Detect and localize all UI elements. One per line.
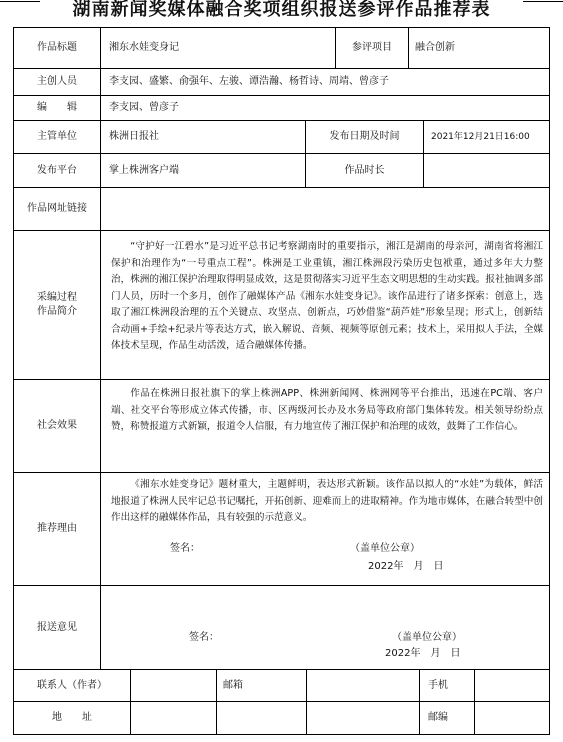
postcode-label: 邮编 [428,712,448,723]
contact-person-label: 联系人（作者） [37,679,107,691]
submission-seal-note: （盖单位公章） [392,632,462,643]
reason-signature-label: 签名： [170,543,200,554]
phone-label: 手机 [428,679,448,691]
social-effect-text: 作品在株洲日报社旗下的掌上株洲APP、株洲新闻网、株洲网等平台推出，迅速在PC端、客户端、社交平台等形成立体式传播，市、区两级河长办及水务局等政府部门集体转发。相关领导纷纷点赞，称赞报道方式新颖，报道令人信服，有力地宣传了湘江保护和治理的成效，鼓舞了工作信心。 [111,388,543,432]
process-label-line2: 作品简介 [37,306,77,317]
column-divider [474,669,475,734]
creators-label: 主创人员 [37,76,77,87]
entry-item-label: 参评项目 [352,42,392,53]
reason-seal-note: （盖单位公章） [350,543,420,554]
work-title-value: 湘东水娃变身记 [109,42,179,53]
publish-platform-label: 发布平台 [37,164,77,176]
editors-value: 李支园、曾彦子 [109,102,179,113]
form-title: 湖南新闻奖媒体融合奖项组织报送参评作品推荐表 [72,0,491,20]
submission-signature-label: 签名： [189,632,219,643]
phone-value [479,670,547,701]
work-duration-label: 作品时长 [344,164,385,176]
postcode-value [479,702,547,734]
process-intro-label [14,231,100,379]
address-label: 地 址 [52,712,92,723]
publish-platform-value: 掌上株洲客户端 [109,164,179,176]
column-divider [423,120,424,187]
entry-item-value: 融合创新 [415,42,455,53]
email-value [311,670,417,701]
email-label: 邮箱 [223,679,243,691]
publish-datetime-label: 发布日期及时间 [329,131,400,142]
submission-date: 2022年 月 日 [385,648,461,659]
social-effect-label: 社会效果 [37,420,77,431]
contact-person-value [135,670,215,701]
process-intro-text: “守护好一江碧水”是习近平总书记考察湖南时的重要指示，湘江是湖南的母亲河，湖南省将湘江保护和治理作为“一号重点工程”。株洲是工业重镇，湘江株洲段污染历史包袱重，通过多年大力整治，株洲的湘江保护治理取得明显成效，这是贯彻落实习近平生态文明思想的生动实践。报社抽调多部门人员，历时一个多月，创作了融媒体产品《湘东水娃变身记》。该作品进行了诸多探索：创意上，选取了湘江株洲段治理的五个关键点、攻坚点、创新点，巧妙借鉴“葫芦娃”形象呈现；形式上，创新结合动画+手绘+纪录片等表达方式，嵌入解说、音频、视频等原创元素；技术上，采用拟人手法，全媒体技术呈现，作品生动活泼，适合融媒体传播。 [111,241,543,351]
work-duration-value [431,154,545,187]
recommend-reason-label: 推荐理由 [37,523,77,534]
recommendation-form-table [13,27,550,735]
submission-opinion-label: 报送意见 [37,621,77,633]
supervising-unit-value: 株洲日报社 [109,131,159,142]
column-divider [419,669,420,734]
label-column-divider [100,27,101,669]
editors-label: 编 辑 [37,102,77,113]
publish-datetime-value: 2021年12月21日16:00 [431,132,530,142]
column-divider [408,27,409,68]
work-url-value [109,188,545,230]
work-title-label: 作品标题 [37,42,77,53]
supervising-unit-label: 主管单位 [37,131,77,142]
process-label-line1: 采编过程 [37,292,77,303]
work-url-label: 作品网址链接 [27,203,87,214]
table-border-bottom [13,734,550,735]
address-value [135,702,417,734]
reason-date: 2022年 月 日 [368,561,444,572]
recommend-reason-text: 《湘东水娃变身记》题材重大，主题鲜明，表达形式新颖。该作品以拟人的“水娃”为载体，鲜活地报道了株洲人民牢记总书记嘱托，开拓创新、迎难而上的进取精神。作为地市媒体，在融合转型中创作出这样的融媒体作品，具有较强的示范意义。 [111,479,543,523]
creators-value: 李支园、盛繁、俞强年、左骏、谭浩瀚、杨哲诗、周靖、曾彦子 [109,76,389,87]
column-divider [130,669,131,734]
table-border-right [549,27,550,735]
